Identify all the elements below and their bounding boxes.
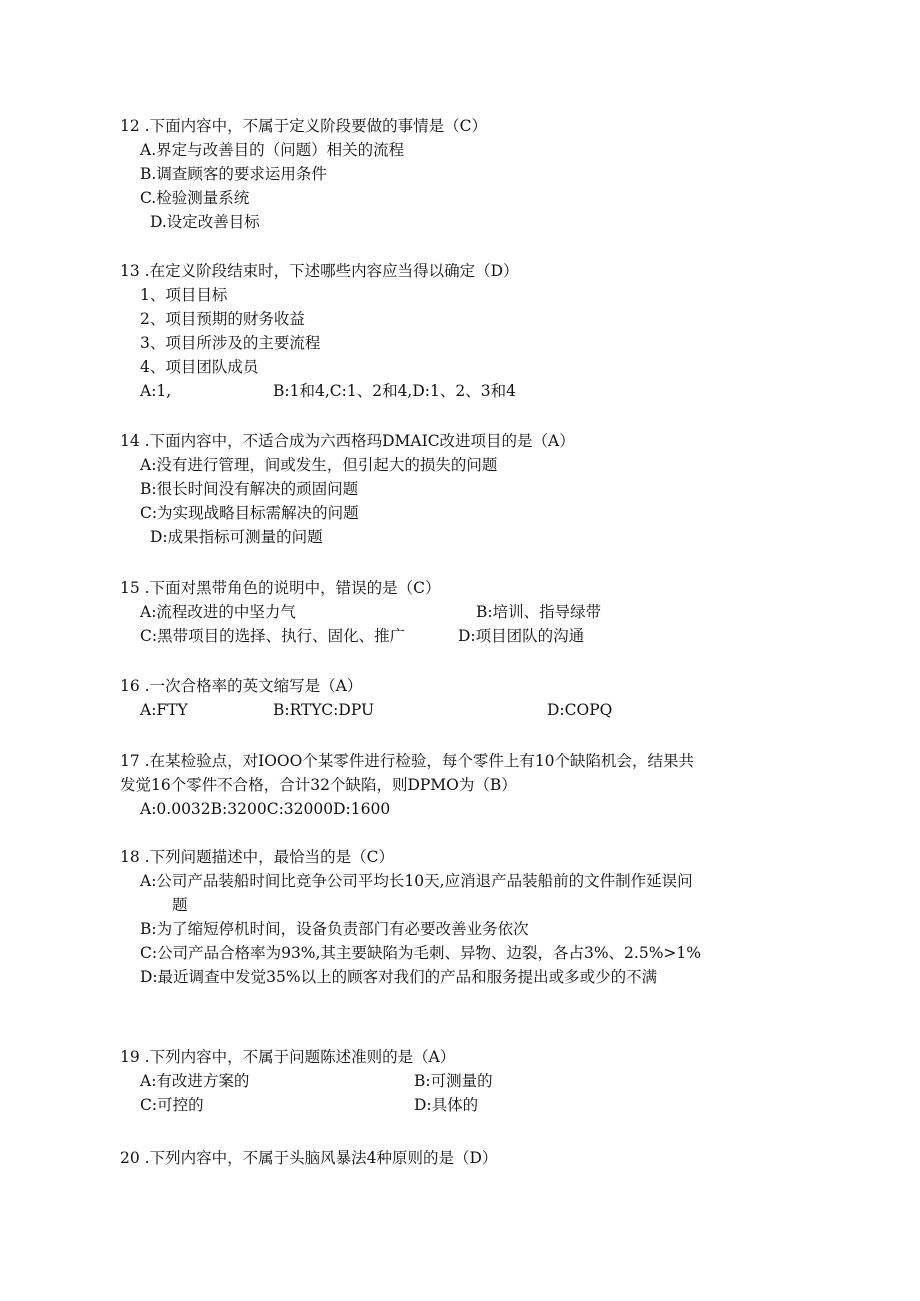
list-item: 2、项目预期的财务收益: [140, 310, 305, 328]
option-b: B:培训、指导绿带: [476, 603, 602, 621]
options-row: [140, 1093, 820, 1117]
question-stem: 19 .下列内容中，不属于问题陈述准则的是（A）: [120, 1048, 456, 1066]
list-item: 3、项目所涉及的主要流程: [140, 334, 321, 352]
option-c: C.检验测量系统: [140, 189, 250, 207]
question-stem: 18 .下列问题描述中，最恰当的是（C）: [120, 848, 394, 866]
option-d: D:成果指标可测量的问题: [150, 528, 323, 546]
question-18: [120, 845, 820, 989]
question-stem-continued: 发觉16个零件不合格，合计32个缺陷，则DPMO为（B）: [120, 776, 517, 794]
question-16: [120, 674, 820, 722]
list-item: 1、项目目标: [140, 286, 228, 304]
question-stem: 14 .下面内容中，不适合成为六西格玛DMAIC改进项目的是（A）: [120, 432, 575, 450]
option-a: A:没有进行管理，间或发生，但引起大的损失的问题: [140, 456, 498, 474]
option-a-continued: 题: [172, 896, 188, 914]
options-row: [140, 624, 820, 648]
question-stem: 20 .下列内容中，不属于头脑风暴法4种原则的是（D）: [120, 1149, 498, 1167]
options-row: [140, 600, 820, 624]
option-c: C:黑带项目的选择、执行、固化、推广: [140, 627, 406, 645]
option-b: B:很长时间没有解决的顽固问题: [140, 480, 359, 498]
question-stem: 17 .在某检验点，对IOOO个某零件进行检验，每个零件上有10个缺陷机会，结果共: [120, 752, 695, 770]
options-row: [140, 1069, 820, 1093]
option-a: A:流程改进的中坚力气: [140, 603, 296, 621]
question-20: [120, 1146, 820, 1170]
option-c: C:公司产品合格率为93%,其主要缺陷为毛刺、异物、边裂，各占3%、2.5%>1%: [140, 944, 702, 962]
option-d: D:COPQ: [547, 701, 613, 719]
question-17: [120, 749, 820, 821]
option-bc: B:RTYC:DPU: [273, 701, 375, 719]
option-d: D:具体的: [414, 1096, 479, 1114]
option-b: B:为了缩短停机时间，设备负责部门有必要改善业务依次: [140, 920, 529, 938]
option-c: C:为实现战略目标需解决的问题: [140, 504, 359, 522]
answer-choices: [140, 379, 820, 403]
question-14: [120, 429, 820, 549]
question-stem: 16 .一次合格率的英文缩写是（A）: [120, 677, 363, 695]
option-a: A:公司产品装船时间比竞争公司平均长10天,应消退产品装船前的文件制作延误问: [140, 872, 693, 890]
question-15: [120, 576, 820, 648]
option-a: A.界定与改善目的（问题）相关的流程: [140, 141, 405, 159]
answer-choices-bcd: B:1和4,C:1、2和4,D:1、2、3和4: [273, 382, 516, 400]
answer-choice-a: A:1,: [140, 382, 172, 400]
options-row: A:0.0032B:3200C:32000D:1600: [140, 800, 391, 818]
option-d: D:项目团队的沟通: [458, 627, 585, 645]
list-item: 4、项目团队成员: [140, 358, 259, 376]
option-d: D.设定改善目标: [150, 213, 260, 231]
option-b: B:可测量的: [414, 1072, 493, 1090]
question-19: [120, 1045, 820, 1117]
option-a: A:FTY: [140, 701, 188, 719]
option-b: B.调查顾客的要求运用条件: [140, 165, 327, 183]
question-13: [120, 259, 820, 403]
question-stem: 15 .下面对黑带角色的说明中，错误的是（C）: [120, 579, 441, 597]
options-row: [140, 698, 820, 722]
question-stem: 13 .在定义阶段结束时，下述哪些内容应当得以确定（D）: [120, 262, 519, 280]
question-12: [120, 114, 820, 234]
option-d: D:最近调查中发觉35%以上的顾客对我们的产品和服务提出或多或少的不满: [140, 968, 658, 986]
option-a: A:有改进方案的: [140, 1072, 250, 1090]
question-stem: 12 .下面内容中，不属于定义阶段要做的事情是（C）: [120, 117, 487, 135]
option-c: C:可控的: [140, 1096, 204, 1114]
